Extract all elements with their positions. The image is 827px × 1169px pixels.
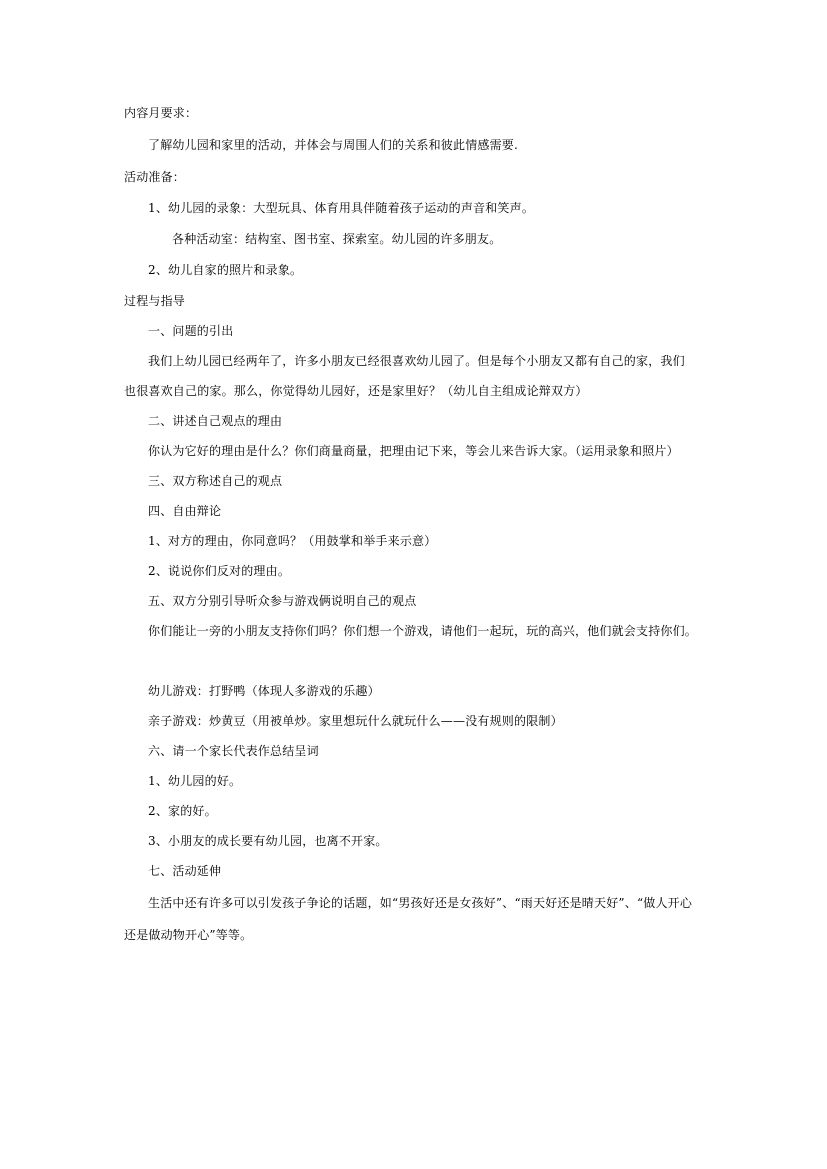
list-item-debate-1: 1、对方的理由，你同意吗？（用鼓掌和举手来示意） bbox=[148, 534, 437, 548]
list-item-prep-1-detail: 各种活动室：结构室、图书室、探索室。幼儿园的许多朋友。 bbox=[172, 232, 502, 246]
paragraph-parent-child-game: 亲子游戏：炒黄豆（用被单炒。家里想玩什么就玩什么——没有规则的限制） bbox=[148, 714, 563, 728]
section-heading-7: 七、活动延伸 bbox=[148, 864, 222, 878]
section-heading-4: 四、自由辩论 bbox=[148, 504, 222, 518]
paragraph-child-game: 幼儿游戏：打野鸭（体现人多游戏的乐趣） bbox=[148, 684, 380, 698]
list-item-summary-2: 2、家的好。 bbox=[148, 804, 217, 818]
paragraph-intro-line-2: 也很喜欢自己的家。那么，你觉得幼儿园好，还是家里好？（幼儿自主组成论辩双方） bbox=[124, 384, 588, 398]
list-item-summary-3: 3、小朋友的成长要有幼儿园，也离不开家。 bbox=[148, 834, 388, 848]
paragraph-extension-line-1: 生活中还有许多可以引发孩子争论的话题，如“男孩好还是女孩好”、“雨天好还是晴天好”、“做人开心 bbox=[148, 896, 693, 910]
paragraph-extension-line-2: 还是做动物开心”等等。 bbox=[124, 928, 253, 942]
list-item-summary-1: 1、幼儿园的好。 bbox=[148, 774, 242, 788]
section-heading-5: 五、双方分别引导听众参与游戏俩说明自己的观点 bbox=[148, 594, 417, 608]
paragraph-games: 你们能让一旁的小朋友支持你们吗？你们想一个游戏，请他们一起玩，玩的高兴，他们就会支持你们。 bbox=[148, 624, 698, 638]
section-heading-1: 一、问题的引出 bbox=[148, 324, 234, 338]
list-item-prep-1: 1、幼儿园的录象：大型玩具、体育用具伴随着孩子运动的声音和笑声。 bbox=[148, 201, 535, 215]
heading-process-guidance: 过程与指导 bbox=[124, 294, 186, 308]
section-heading-3: 三、双方称述自己的观点 bbox=[148, 474, 283, 488]
section-heading-6: 六、请一个家长代表作总结呈词 bbox=[148, 744, 319, 758]
list-item-prep-2: 2、幼儿自家的照片和录象。 bbox=[148, 263, 303, 277]
heading-content-requirements: 内容月要求： bbox=[124, 106, 198, 120]
paragraph-reasons: 你认为它好的理由是什么？你们商量商量，把理由记下来，等会儿来告诉大家。（运用录象和照片） bbox=[148, 444, 679, 458]
list-item-debate-2: 2、说说你们反对的理由。 bbox=[148, 564, 291, 578]
heading-activity-preparation: 活动准备： bbox=[124, 170, 186, 184]
paragraph-goal: 了解幼儿园和家里的活动，并体会与周围人们的关系和彼此情感需要. bbox=[148, 138, 519, 152]
section-heading-2: 二、讲述自己观点的理由 bbox=[148, 414, 283, 428]
paragraph-intro-line-1: 我们上幼儿园已经两年了，许多小朋友已经很喜欢幼儿园了。但是每个小朋友又都有自己的家，我们 bbox=[148, 354, 685, 368]
